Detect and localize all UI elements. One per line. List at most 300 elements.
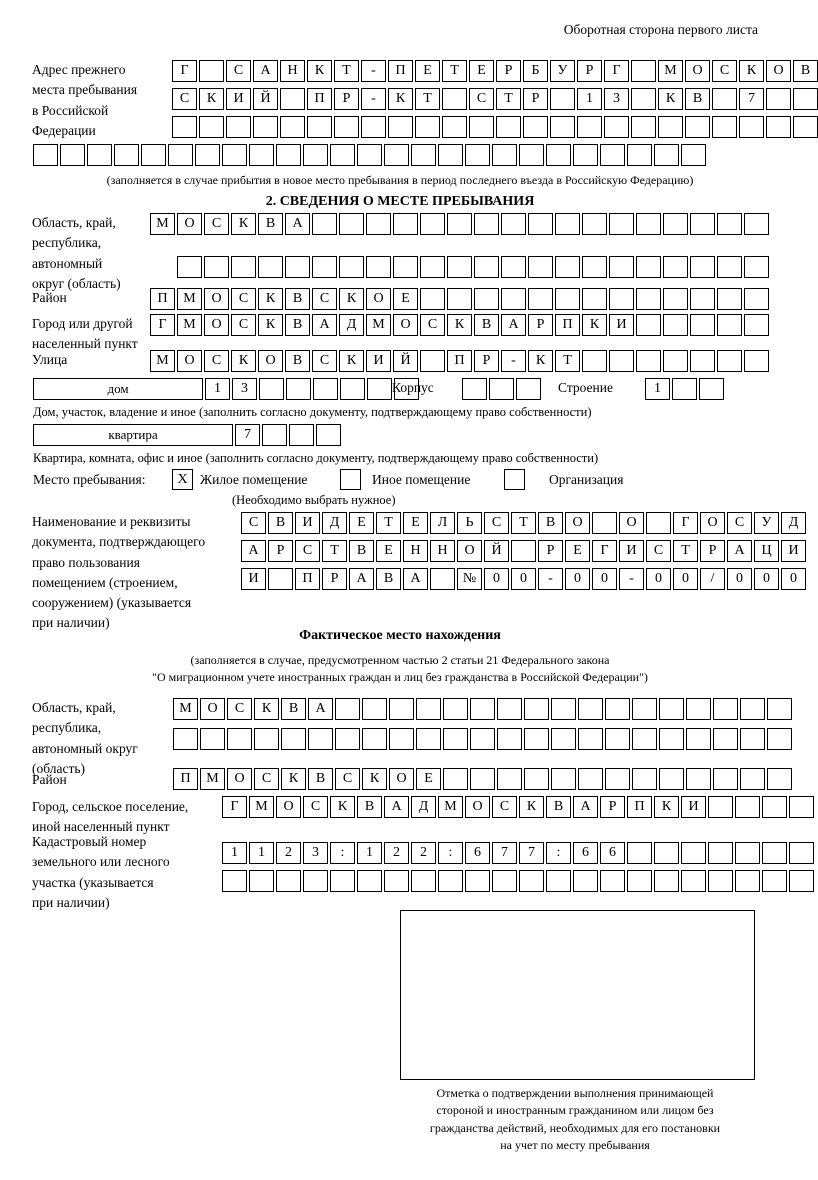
cell[interactable]: [357, 144, 382, 166]
cell[interactable]: Г: [673, 512, 698, 534]
cell[interactable]: [357, 870, 382, 892]
cell[interactable]: [308, 728, 333, 750]
section2-district-row[interactable]: [150, 288, 769, 310]
cell[interactable]: Р: [700, 540, 725, 562]
prev-address-row-1[interactable]: [172, 60, 818, 82]
cell[interactable]: М: [150, 350, 175, 372]
cell[interactable]: Р: [523, 88, 548, 110]
cell[interactable]: [735, 842, 760, 864]
cell[interactable]: А: [501, 314, 526, 336]
cell[interactable]: М: [658, 60, 683, 82]
cell[interactable]: [474, 288, 499, 310]
cell[interactable]: Р: [577, 60, 602, 82]
cell[interactable]: [492, 870, 517, 892]
cell[interactable]: К: [339, 350, 364, 372]
cell[interactable]: 7: [235, 424, 260, 446]
cell[interactable]: -: [538, 568, 563, 590]
cell[interactable]: [740, 728, 765, 750]
cell[interactable]: [249, 144, 274, 166]
prev-address-row-4[interactable]: [33, 144, 706, 166]
cell[interactable]: [744, 213, 769, 235]
cell[interactable]: Т: [673, 540, 698, 562]
cell[interactable]: 1: [205, 378, 230, 400]
cell[interactable]: [762, 796, 787, 818]
cell[interactable]: [442, 88, 467, 110]
cell[interactable]: [555, 256, 580, 278]
cell[interactable]: [141, 144, 166, 166]
cell[interactable]: П: [627, 796, 652, 818]
cell[interactable]: [762, 842, 787, 864]
cell[interactable]: [462, 378, 487, 400]
cell[interactable]: К: [254, 698, 279, 720]
cell[interactable]: [497, 728, 522, 750]
cell[interactable]: [362, 698, 387, 720]
cell[interactable]: [474, 213, 499, 235]
cell[interactable]: А: [241, 540, 266, 562]
cell[interactable]: [195, 144, 220, 166]
cell[interactable]: [430, 568, 455, 590]
cell[interactable]: [582, 288, 607, 310]
cell[interactable]: 0: [565, 568, 590, 590]
cell[interactable]: [573, 870, 598, 892]
cell[interactable]: С: [231, 314, 256, 336]
cell[interactable]: 1: [222, 842, 247, 864]
cell[interactable]: [555, 288, 580, 310]
cell[interactable]: [793, 88, 818, 110]
cell[interactable]: К: [658, 88, 683, 110]
cell[interactable]: П: [388, 60, 413, 82]
cell[interactable]: [316, 424, 341, 446]
cell[interactable]: С: [312, 288, 337, 310]
cell[interactable]: [712, 88, 737, 110]
cell[interactable]: [681, 870, 706, 892]
cell[interactable]: М: [173, 698, 198, 720]
cell[interactable]: [578, 768, 603, 790]
cell[interactable]: [443, 768, 468, 790]
cell[interactable]: [528, 288, 553, 310]
cell[interactable]: [766, 88, 791, 110]
prev-address-row-3[interactable]: [172, 116, 818, 138]
cell[interactable]: [789, 870, 814, 892]
cell[interactable]: [713, 698, 738, 720]
cell[interactable]: [470, 728, 495, 750]
cell[interactable]: [663, 256, 688, 278]
cell[interactable]: [173, 728, 198, 750]
cell[interactable]: П: [150, 288, 175, 310]
cell[interactable]: С: [712, 60, 737, 82]
cell[interactable]: В: [357, 796, 382, 818]
cell[interactable]: В: [281, 698, 306, 720]
cell[interactable]: [636, 256, 661, 278]
cell[interactable]: [592, 512, 617, 534]
cell[interactable]: Д: [339, 314, 364, 336]
cell[interactable]: [227, 728, 252, 750]
cell[interactable]: И: [619, 540, 644, 562]
cell[interactable]: [713, 768, 738, 790]
cell[interactable]: [717, 213, 742, 235]
cell[interactable]: Е: [469, 60, 494, 82]
cell[interactable]: [465, 870, 490, 892]
cell[interactable]: [744, 314, 769, 336]
cell[interactable]: [713, 728, 738, 750]
cell[interactable]: [681, 144, 706, 166]
cell[interactable]: [384, 144, 409, 166]
cell[interactable]: В: [376, 568, 401, 590]
cell[interactable]: :: [438, 842, 463, 864]
cell[interactable]: О: [258, 350, 283, 372]
cell[interactable]: [632, 768, 657, 790]
cell[interactable]: 7: [492, 842, 517, 864]
cell[interactable]: [361, 116, 386, 138]
cell[interactable]: 7: [519, 842, 544, 864]
cell[interactable]: П: [447, 350, 472, 372]
cell[interactable]: [690, 256, 715, 278]
cell[interactable]: О: [685, 60, 710, 82]
cell[interactable]: [690, 288, 715, 310]
cell[interactable]: Р: [334, 88, 359, 110]
document-row-1[interactable]: [241, 512, 806, 534]
cell[interactable]: 6: [465, 842, 490, 864]
cell[interactable]: Д: [322, 512, 347, 534]
cell[interactable]: [330, 870, 355, 892]
cell[interactable]: [604, 116, 629, 138]
document-row-2[interactable]: [241, 540, 806, 562]
cell[interactable]: [659, 728, 684, 750]
cell[interactable]: О: [457, 540, 482, 562]
cell[interactable]: К: [582, 314, 607, 336]
cell[interactable]: [528, 256, 553, 278]
cell[interactable]: [366, 256, 391, 278]
cell[interactable]: В: [268, 512, 293, 534]
cell[interactable]: [762, 870, 787, 892]
cell[interactable]: [258, 256, 283, 278]
cell[interactable]: А: [253, 60, 278, 82]
cell[interactable]: [276, 870, 301, 892]
cell[interactable]: В: [538, 512, 563, 534]
korpus-cells[interactable]: [462, 378, 541, 400]
cell[interactable]: [577, 116, 602, 138]
cell[interactable]: [523, 116, 548, 138]
cell[interactable]: [699, 378, 724, 400]
cell[interactable]: [501, 213, 526, 235]
cell[interactable]: [362, 728, 387, 750]
cell[interactable]: Р: [322, 568, 347, 590]
cell[interactable]: Й: [484, 540, 509, 562]
cell[interactable]: В: [285, 350, 310, 372]
cell[interactable]: [303, 144, 328, 166]
cell[interactable]: [438, 870, 463, 892]
cell[interactable]: [177, 256, 202, 278]
cell[interactable]: [609, 213, 634, 235]
cell[interactable]: [717, 350, 742, 372]
cell[interactable]: [659, 768, 684, 790]
cell[interactable]: [663, 213, 688, 235]
cell[interactable]: А: [573, 796, 598, 818]
cell[interactable]: [717, 314, 742, 336]
cell[interactable]: 0: [754, 568, 779, 590]
cell[interactable]: 0: [673, 568, 698, 590]
cell[interactable]: [470, 698, 495, 720]
cell[interactable]: 1: [577, 88, 602, 110]
cell[interactable]: [222, 870, 247, 892]
cell[interactable]: 0: [646, 568, 671, 590]
cell[interactable]: О: [565, 512, 590, 534]
cell[interactable]: [519, 870, 544, 892]
cell[interactable]: [447, 288, 472, 310]
cell[interactable]: К: [231, 350, 256, 372]
cell[interactable]: [259, 378, 284, 400]
cell[interactable]: С: [312, 350, 337, 372]
cell[interactable]: [789, 842, 814, 864]
cell[interactable]: [663, 288, 688, 310]
cell[interactable]: Е: [403, 512, 428, 534]
cell[interactable]: [646, 512, 671, 534]
cell[interactable]: О: [766, 60, 791, 82]
cell[interactable]: [632, 698, 657, 720]
cell[interactable]: С: [295, 540, 320, 562]
cell[interactable]: [416, 698, 441, 720]
cell[interactable]: [501, 288, 526, 310]
cell[interactable]: Н: [430, 540, 455, 562]
cell[interactable]: [420, 350, 445, 372]
cell[interactable]: [690, 213, 715, 235]
cell[interactable]: [739, 116, 764, 138]
cell[interactable]: [578, 698, 603, 720]
checkbox-other-premises[interactable]: [340, 469, 361, 490]
cell[interactable]: К: [528, 350, 553, 372]
cell[interactable]: Т: [442, 60, 467, 82]
cell[interactable]: -: [361, 60, 386, 82]
cell[interactable]: [276, 144, 301, 166]
cell[interactable]: Й: [253, 88, 278, 110]
cell[interactable]: [551, 768, 576, 790]
cell[interactable]: [469, 116, 494, 138]
cell[interactable]: [685, 116, 710, 138]
cell[interactable]: 6: [573, 842, 598, 864]
cell[interactable]: [303, 870, 328, 892]
cell[interactable]: О: [276, 796, 301, 818]
cell[interactable]: М: [366, 314, 391, 336]
cell[interactable]: О: [700, 512, 725, 534]
cell[interactable]: В: [258, 213, 283, 235]
cell[interactable]: [393, 213, 418, 235]
cell[interactable]: К: [339, 288, 364, 310]
cell[interactable]: [172, 116, 197, 138]
cell[interactable]: С: [226, 60, 251, 82]
cell[interactable]: 7: [739, 88, 764, 110]
cell[interactable]: [226, 116, 251, 138]
cell[interactable]: [605, 698, 630, 720]
actual-region-row-1[interactable]: [173, 698, 792, 720]
cell[interactable]: [516, 378, 541, 400]
cell[interactable]: [740, 768, 765, 790]
cell[interactable]: 0: [781, 568, 806, 590]
cell[interactable]: 2: [276, 842, 301, 864]
cell[interactable]: [289, 424, 314, 446]
cell[interactable]: [654, 870, 679, 892]
cell[interactable]: [388, 116, 413, 138]
cell[interactable]: [708, 842, 733, 864]
cell[interactable]: М: [150, 213, 175, 235]
cell[interactable]: [663, 314, 688, 336]
cell[interactable]: [389, 698, 414, 720]
cell[interactable]: [33, 144, 58, 166]
cell[interactable]: [654, 144, 679, 166]
cell[interactable]: В: [546, 796, 571, 818]
cell[interactable]: [280, 116, 305, 138]
cell[interactable]: Д: [781, 512, 806, 534]
cell[interactable]: /: [700, 568, 725, 590]
cell[interactable]: М: [438, 796, 463, 818]
stroenie-cells[interactable]: [645, 378, 724, 400]
cell[interactable]: С: [484, 512, 509, 534]
cell[interactable]: [262, 424, 287, 446]
cell[interactable]: [411, 144, 436, 166]
cell[interactable]: М: [177, 288, 202, 310]
cell[interactable]: [744, 350, 769, 372]
cell[interactable]: О: [204, 314, 229, 336]
cell[interactable]: -: [361, 88, 386, 110]
cell[interactable]: А: [308, 698, 333, 720]
cell[interactable]: [717, 288, 742, 310]
cell[interactable]: 2: [384, 842, 409, 864]
cell[interactable]: [708, 870, 733, 892]
cell[interactable]: Н: [280, 60, 305, 82]
cell[interactable]: [474, 256, 499, 278]
house-cells[interactable]: [205, 378, 419, 400]
cell[interactable]: :: [546, 842, 571, 864]
cell[interactable]: [60, 144, 85, 166]
cell[interactable]: [686, 728, 711, 750]
cell[interactable]: Т: [511, 512, 536, 534]
actual-city-row[interactable]: [222, 796, 814, 818]
cell[interactable]: [767, 768, 792, 790]
cell[interactable]: Р: [600, 796, 625, 818]
cell[interactable]: [582, 213, 607, 235]
cell[interactable]: С: [172, 88, 197, 110]
cell[interactable]: Т: [376, 512, 401, 534]
cell[interactable]: [744, 288, 769, 310]
cell[interactable]: [524, 728, 549, 750]
cell[interactable]: [551, 728, 576, 750]
cell[interactable]: [200, 728, 225, 750]
cell[interactable]: [447, 256, 472, 278]
cell[interactable]: [411, 870, 436, 892]
cell[interactable]: О: [177, 213, 202, 235]
cell[interactable]: [550, 88, 575, 110]
cell[interactable]: [285, 256, 310, 278]
cell[interactable]: [636, 213, 661, 235]
cell[interactable]: К: [447, 314, 472, 336]
cell[interactable]: М: [249, 796, 274, 818]
cell[interactable]: О: [227, 768, 252, 790]
cell[interactable]: С: [231, 288, 256, 310]
cell[interactable]: 1: [645, 378, 670, 400]
cell[interactable]: [442, 116, 467, 138]
checkbox-organization[interactable]: [504, 469, 525, 490]
cell[interactable]: И: [609, 314, 634, 336]
cell[interactable]: [438, 144, 463, 166]
cell[interactable]: С: [254, 768, 279, 790]
cell[interactable]: М: [177, 314, 202, 336]
cell[interactable]: К: [330, 796, 355, 818]
cell[interactable]: Р: [496, 60, 521, 82]
cell[interactable]: [340, 378, 365, 400]
cell[interactable]: М: [200, 768, 225, 790]
cell[interactable]: А: [349, 568, 374, 590]
cell[interactable]: [528, 213, 553, 235]
cell[interactable]: И: [681, 796, 706, 818]
cell[interactable]: [420, 213, 445, 235]
section2-city-row[interactable]: [150, 314, 769, 336]
cell[interactable]: О: [389, 768, 414, 790]
cell[interactable]: -: [501, 350, 526, 372]
cell[interactable]: Т: [496, 88, 521, 110]
cell[interactable]: К: [739, 60, 764, 82]
cell[interactable]: 6: [600, 842, 625, 864]
cell[interactable]: Т: [322, 540, 347, 562]
cell[interactable]: 0: [727, 568, 752, 590]
cell[interactable]: [420, 256, 445, 278]
cell[interactable]: О: [366, 288, 391, 310]
cell[interactable]: А: [312, 314, 337, 336]
cell[interactable]: Р: [528, 314, 553, 336]
cell[interactable]: [636, 288, 661, 310]
cell[interactable]: У: [754, 512, 779, 534]
cell[interactable]: [312, 213, 337, 235]
cell[interactable]: [609, 288, 634, 310]
cell[interactable]: [766, 116, 791, 138]
cell[interactable]: [281, 728, 306, 750]
cell[interactable]: Т: [334, 60, 359, 82]
cell[interactable]: [793, 116, 818, 138]
cell[interactable]: А: [403, 568, 428, 590]
cell[interactable]: [253, 116, 278, 138]
cell[interactable]: 0: [511, 568, 536, 590]
cell[interactable]: О: [177, 350, 202, 372]
document-row-3[interactable]: [241, 568, 806, 590]
cell[interactable]: [416, 728, 441, 750]
cell[interactable]: :: [330, 842, 355, 864]
cell[interactable]: Р: [268, 540, 293, 562]
cell[interactable]: С: [727, 512, 752, 534]
cell[interactable]: 0: [484, 568, 509, 590]
cell[interactable]: [690, 350, 715, 372]
cell[interactable]: [767, 728, 792, 750]
cell[interactable]: А: [727, 540, 752, 562]
cell[interactable]: [231, 256, 256, 278]
cell[interactable]: [631, 116, 656, 138]
cell[interactable]: [254, 728, 279, 750]
cell[interactable]: С: [469, 88, 494, 110]
cell[interactable]: [420, 288, 445, 310]
cell[interactable]: 3: [303, 842, 328, 864]
cell[interactable]: Е: [349, 512, 374, 534]
cell[interactable]: [681, 842, 706, 864]
cell[interactable]: К: [231, 213, 256, 235]
cell[interactable]: Г: [172, 60, 197, 82]
cell[interactable]: [501, 256, 526, 278]
stamp-box[interactable]: [400, 910, 755, 1080]
cell[interactable]: В: [285, 314, 310, 336]
cell[interactable]: -: [619, 568, 644, 590]
cell[interactable]: Г: [150, 314, 175, 336]
cell[interactable]: [627, 144, 652, 166]
actual-district-row[interactable]: [173, 768, 792, 790]
cadastral-row-1[interactable]: [222, 842, 814, 864]
cell[interactable]: [663, 350, 688, 372]
cell[interactable]: [87, 144, 112, 166]
